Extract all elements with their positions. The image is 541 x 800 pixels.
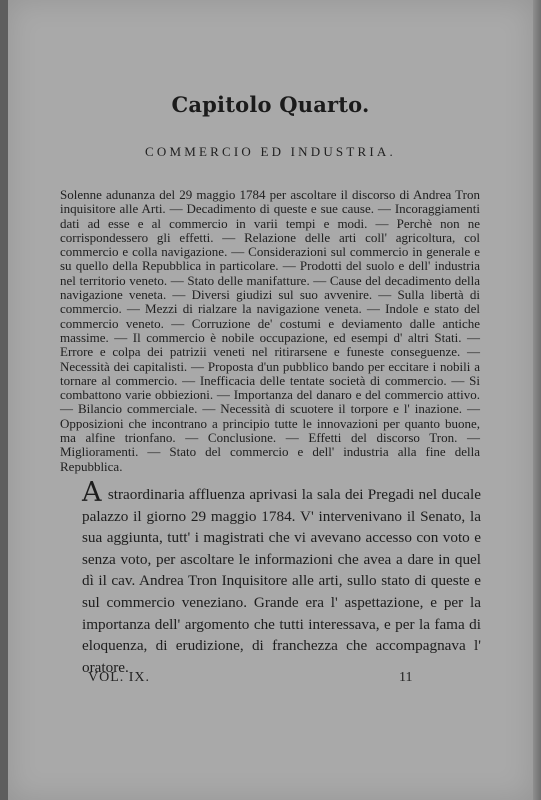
body-paragraph	[82, 477, 481, 678]
summary-text: Solenne adunanza del 29 maggio 1784 per ascoltare il discorso di Andrea Tron inquisitore alle Arti. — Decadimento di queste e sue cause. — Incoraggiamenti dati ad esse e al commercio in varii tempi e modi. — Perchè non ne corrispondessero gli effetti. — Relazione delle arti coll' agricoltura, col commercio e colla navigazione. — Considerazioni sul commercio in generale e su quello della Repubblica in particolare. — Prodotti del suolo e dell' industria nel territorio veneto. — Stato delle manifatture. — Cause del decadimento della navigazione veneta. — Diversi giudizi sul suo avvenire. — Sulla libertà di commercio. — Mezzi di rialzare la navigazione veneta. — Indole e stato del commercio veneto. — Corruzione de' costumi e deviamento dalle antiche massime. — Il commercio è nobile occupazione, ed esempi d' altri Stati. — Errore e colpa dei patrizii veneti nel ritirarsene e funeste conseguenze. — Necessità dei capitalisti. — Proposta d'un pubblico bando per eccitare i nobili a tornare al commercio. — Inefficacia delle tentate società di commercio. — Si combattono varie obbiezioni. — Importanza del danaro e del commercio attivo. — Bilancio commerciale. — Necessità di scuotere il torpore e l' inazione. — Opposizioni che incontrano a principio tutte le innovazioni per quanto buone, ma alfine trionfano. — Conclusione. — Effetti del discorso Tron. — Miglioramenti. — Stato del commercio e dell' industria alla fine della Repubblica.	[60, 187, 480, 474]
chapter-subtitle: COMMERCIO ED INDUSTRIA.	[145, 144, 396, 159]
body-text: straordinaria affluenza aprivasi la sala dei Pregadi nel ducale palazzo il giorno 29 maggio 1784. V' intervenivano il Senato, la sua aggiunta, tutt' i magistrati che vi avevano accesso con voto e senza voto, per ascoltare le informazioni che avea a dare in quel dì il cav. Andrea Tron Inquisitore alle arti, sullo stato di queste e sul commercio veneziano. Grande era l' aspettazione, e per la importanza dell' argomento che tutti interessava, e per la fama di eloquenza, di erudizione, di franchezza che accompagnava l' oratore.	[82, 486, 481, 676]
chapter-summary	[60, 188, 480, 474]
page-number: 11	[399, 670, 413, 685]
drop-cap: A	[82, 477, 102, 508]
body-paragraph-text	[82, 477, 481, 678]
book-page	[8, 0, 533, 800]
scan-right-edge	[533, 0, 541, 800]
volume-signature: VOL. IX.	[88, 670, 151, 685]
chapter-title: Capitolo Quarto.	[171, 92, 370, 117]
scan-left-edge	[0, 0, 8, 800]
